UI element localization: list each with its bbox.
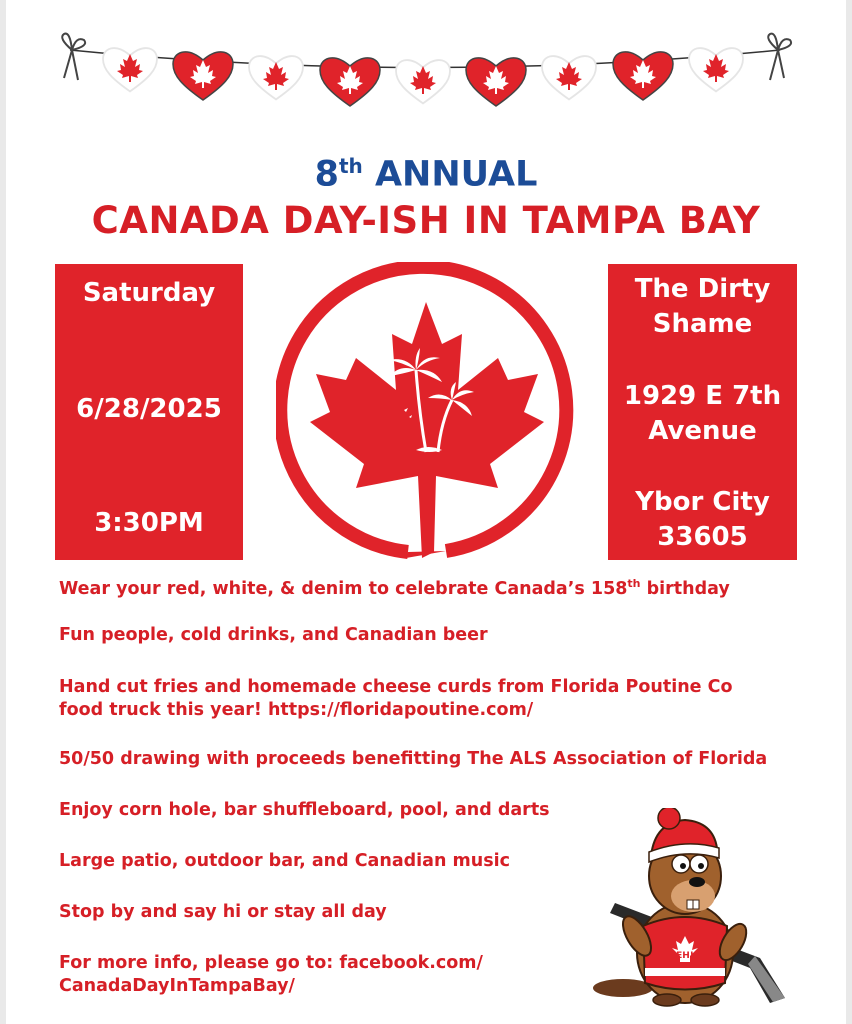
detail-line-8a: For more info, please go to: facebook.com/: [59, 953, 483, 973]
detail-line-8b: CanadaDayInTampaBay/: [59, 976, 295, 996]
location-box: [608, 264, 797, 560]
event-date: 6/28/2025: [76, 394, 222, 424]
venue-name-line2: Shame: [652, 309, 753, 339]
event-day: Saturday: [82, 278, 216, 308]
detail-line-7: Stop by and say hi or stay all day: [59, 902, 387, 922]
date-time-box: [55, 264, 243, 560]
jersey-text: EH!: [676, 951, 694, 961]
annual-heading: [0, 146, 852, 195]
address-line2: Avenue: [648, 416, 757, 446]
detail-line-1-pre: Wear your red, white, & denim to celebrate Canada’s 158: [59, 578, 628, 599]
detail-line-1-sup: th: [627, 577, 641, 590]
city: Ybor City: [635, 487, 770, 517]
maple-leaf-palm-logo-icon: [276, 262, 576, 562]
detail-line-4: 50/50 drawing with proceeds benefitting The ALS Association of Florida: [59, 749, 768, 769]
detail-line-6: Large patio, outdoor bar, and Canadian music: [59, 851, 510, 871]
detail-line-3a: Hand cut fries and homemade cheese curds from Florida Poutine Co: [59, 677, 733, 697]
detail-line-3b: food truck this year! https://floridapoutine.com/: [59, 700, 534, 720]
detail-line-2: Fun people, cold drinks, and Canadian beer: [59, 625, 488, 645]
heart-garland-banner-icon: [50, 30, 800, 110]
detail-line-5: Enjoy corn hole, bar shuffleboard, pool, and darts: [59, 800, 550, 820]
annual-number: 8: [314, 154, 339, 195]
event-time: 3:30PM: [94, 508, 204, 538]
annual-suffix: th: [338, 154, 363, 178]
venue-name-line1: The Dirty: [634, 274, 771, 304]
address-line1: 1929 E 7th: [623, 381, 782, 411]
detail-line-1-post: birthday: [640, 578, 730, 599]
zip-code: 33605: [657, 522, 748, 552]
annual-word: ANNUAL: [374, 154, 538, 195]
event-title: CANADA DAY-ISH IN TAMPA BAY: [91, 199, 761, 242]
beaver-hockey-mascot-icon: [585, 808, 800, 1008]
detail-line-1: [59, 573, 730, 600]
